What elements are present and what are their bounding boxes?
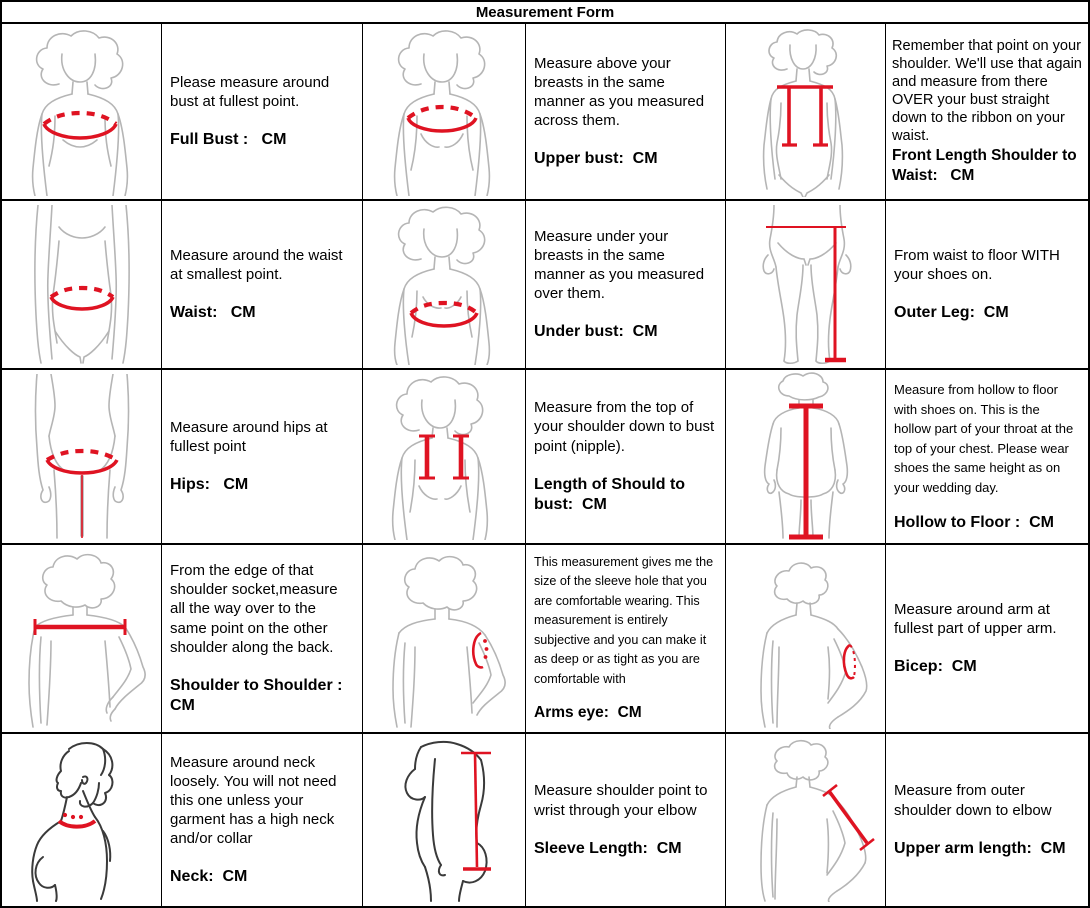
hollow-to-floor-figure bbox=[731, 372, 881, 542]
measure-label: Outer Leg: CM bbox=[894, 304, 1009, 322]
figure-cell bbox=[2, 24, 162, 201]
measure-description: From waist to floor WITH your shoes on. bbox=[894, 246, 1060, 283]
measurement-cell-upper-arm-length bbox=[886, 734, 1088, 906]
measure-description: Measure shoulder point to wrist through your elbow bbox=[534, 782, 708, 819]
figure-cell bbox=[363, 201, 526, 370]
measure-description: Measure from the top of your shoulder down to bust point (nipple). bbox=[534, 399, 715, 455]
measure-label: Upper arm length: CM bbox=[894, 839, 1066, 857]
figure-cell bbox=[2, 734, 162, 906]
measurement-cell-neck bbox=[162, 734, 363, 906]
outer-leg-figure bbox=[732, 205, 880, 365]
figure-cell bbox=[363, 24, 526, 201]
measurement-cell-outer-leg bbox=[886, 201, 1088, 370]
figure-cell bbox=[726, 370, 886, 545]
measure-description: This measurement gives me the size of the sleeve hole that you are comfortable wearing. This measurement is entirely subjective and you can make it as deep or as tight as you are comfortable with bbox=[534, 554, 714, 686]
front-length-shoulder-to-waist-figure bbox=[731, 27, 881, 197]
measure-description: Measure around the waist at smallest point. bbox=[170, 246, 343, 283]
figure-cell bbox=[2, 201, 162, 370]
upper-arm-length-figure bbox=[731, 739, 881, 902]
measure-description: Measure around hips at fullest point bbox=[170, 418, 328, 455]
arms-eye-figure bbox=[369, 549, 519, 729]
measurement-cell-full-bust bbox=[162, 24, 363, 201]
figure-cell bbox=[726, 24, 886, 201]
measure-description: Measure under your breasts in the same manner as you measured over them. bbox=[534, 227, 705, 303]
measurement-cell-shoulder-to-bust bbox=[526, 370, 726, 545]
measure-label: Waist: CM bbox=[170, 304, 256, 322]
measurement-cell-upper-bust bbox=[526, 24, 726, 201]
measure-label: Sleeve Length: CM bbox=[534, 839, 682, 857]
page-title: Measurement Form bbox=[2, 2, 1088, 24]
figure-cell bbox=[363, 545, 526, 734]
measurement-cell-front-length bbox=[886, 24, 1088, 201]
measure-label: Shoulder to Shoulder : CM bbox=[170, 676, 347, 714]
measurement-cell-waist bbox=[162, 201, 363, 370]
measure-label: Front Length Shoulder to Waist: CM bbox=[892, 147, 1081, 185]
measure-label: Arms eye: CM bbox=[534, 704, 642, 722]
measure-description: Measure around neck loosely. You will not need this one unless your garment has a high neck and/or collar bbox=[170, 753, 337, 848]
figure-cell bbox=[726, 201, 886, 370]
figure-cell bbox=[2, 370, 162, 545]
full-bust-figure bbox=[7, 28, 157, 196]
measurement-cell-arms-eye bbox=[526, 545, 726, 734]
figure-cell bbox=[726, 734, 886, 906]
measure-label: Bicep: CM bbox=[894, 658, 977, 676]
under-bust-figure bbox=[369, 205, 519, 365]
measure-label: Neck: CM bbox=[170, 868, 248, 886]
measure-description: Measure around arm at fullest part of upper arm. bbox=[894, 600, 1057, 637]
measurement-cell-under-bust bbox=[526, 201, 726, 370]
sleeve-length-figure bbox=[369, 739, 519, 902]
measure-label: Upper bust: CM bbox=[534, 150, 658, 168]
shoulder-to-shoulder-figure bbox=[7, 549, 157, 729]
measurement-cell-hips bbox=[162, 370, 363, 545]
measurement-cell-shoulder-to-shoulder bbox=[162, 545, 363, 734]
measure-label: Under bust: CM bbox=[534, 323, 658, 341]
measure-label: Length of Should to bust: CM bbox=[534, 475, 690, 513]
measure-description: Measure above your breasts in the same manner as you measured across them. bbox=[534, 54, 705, 130]
figure-cell bbox=[2, 545, 162, 734]
bicep-figure bbox=[731, 549, 881, 729]
measure-description: Measure from outer shoulder down to elbow bbox=[894, 782, 1052, 819]
measure-label: Hips: CM bbox=[170, 476, 249, 494]
measurement-cell-bicep bbox=[886, 545, 1088, 734]
neck-figure bbox=[7, 739, 157, 902]
figure-cell bbox=[363, 734, 526, 906]
measure-description: Remember that point on your shoulder. We'll use that again and measure from there OVER your bust straight down to the ribbon on your waist. bbox=[892, 37, 1082, 145]
measure-description: From the edge of that shoulder socket,measure all the way over to the same point on the other shoulder along the back. bbox=[170, 562, 338, 656]
shoulder-to-bust-figure bbox=[369, 374, 519, 540]
measurement-cell-hollow-to-floor bbox=[886, 370, 1088, 545]
measure-label: Hollow to Floor : CM bbox=[894, 514, 1054, 531]
measure-description: Measure from hollow to floor with shoes on. This is the hollow part of your throat at the top of your chest. Please wear shoes the same height as on your wedding day. bbox=[894, 382, 1074, 495]
waist-figure bbox=[7, 205, 157, 365]
measure-label: Full Bust : CM bbox=[170, 131, 287, 149]
figure-cell bbox=[726, 545, 886, 734]
hips-figure bbox=[7, 374, 157, 540]
upper-bust-figure bbox=[369, 28, 519, 196]
measurement-cell-sleeve-length bbox=[526, 734, 726, 906]
figure-cell bbox=[363, 370, 526, 545]
measure-description: Please measure around bust at fullest point. bbox=[170, 73, 330, 110]
